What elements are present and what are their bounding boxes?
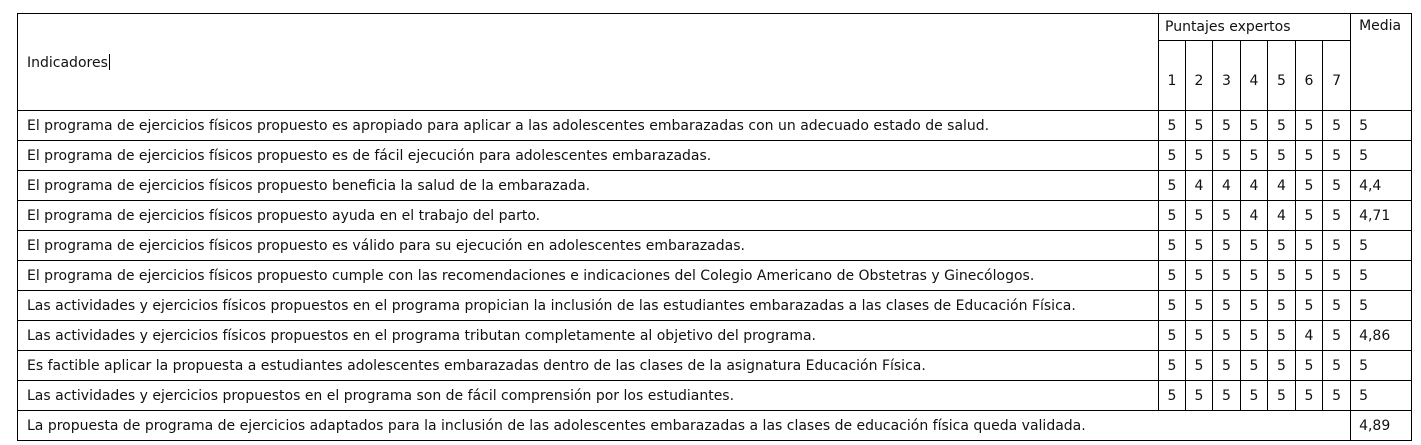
expert-score: 5 (1241, 141, 1268, 171)
expert-score: 5 (1186, 351, 1213, 381)
text-cursor (109, 54, 110, 70)
expert-score: 5 (1241, 381, 1268, 411)
indicator-text: Las actividades y ejercicios propuestos en el programa son de fácil comprensión por los estudiantes. (18, 381, 1159, 411)
expert-score: 5 (1296, 231, 1323, 261)
expert-score: 5 (1241, 111, 1268, 141)
header-row-top (18, 14, 1412, 41)
expert-score: 5 (1323, 171, 1351, 201)
expert-score: 5 (1268, 291, 1296, 321)
indicator-text: El programa de ejercicios físicos propuesto es de fácil ejecución para adolescentes embarazadas. (18, 141, 1159, 171)
expert-score: 5 (1159, 261, 1186, 291)
expert-score: 5 (1241, 261, 1268, 291)
expert-score: 5 (1296, 291, 1323, 321)
expert-score: 5 (1186, 381, 1213, 411)
expert-score: 5 (1159, 141, 1186, 171)
expert-score: 5 (1268, 141, 1296, 171)
indicators-header[interactable]: Indicadores (18, 14, 1159, 111)
expert-score: 5 (1159, 171, 1186, 201)
expert-score: 5 (1268, 321, 1296, 351)
expert-score: 5 (1296, 201, 1323, 231)
expert-score: 4 (1268, 171, 1296, 201)
expert-score: 5 (1213, 351, 1241, 381)
expert-score: 5 (1159, 111, 1186, 141)
validation-table (17, 13, 1412, 441)
indicator-text: El programa de ejercicios físicos propuesto cumple con las recomendaciones e indicaciones del Colegio Americano de Obstetras y Ginecólogos. (18, 261, 1159, 291)
expert-number: 7 (1323, 41, 1351, 111)
row-mean: 5 (1351, 141, 1412, 171)
table-row (18, 381, 1412, 411)
expert-score: 5 (1159, 231, 1186, 261)
table-row (18, 321, 1412, 351)
expert-score: 5 (1213, 231, 1241, 261)
table-row (18, 261, 1412, 291)
indicator-text: El programa de ejercicios físicos propuesto ayuda en el trabajo del parto. (18, 201, 1159, 231)
expert-score: 5 (1213, 381, 1241, 411)
expert-score: 4 (1213, 171, 1241, 201)
expert-score: 5 (1213, 291, 1241, 321)
indicator-text: Las actividades y ejercicios físicos propuestos en el programa propician la inclusión de las estudiantes embarazadas a las clases de Educación Física. (18, 291, 1159, 321)
expert-score: 5 (1268, 111, 1296, 141)
expert-score: 5 (1323, 111, 1351, 141)
expert-score: 5 (1159, 291, 1186, 321)
expert-score: 5 (1186, 261, 1213, 291)
row-mean: 5 (1351, 381, 1412, 411)
indicator-text: El programa de ejercicios físicos propuesto es válido para su ejecución en adolescentes embarazadas. (18, 231, 1159, 261)
conclusion-row (18, 411, 1412, 441)
expert-score: 4 (1268, 201, 1296, 231)
row-mean: 5 (1351, 291, 1412, 321)
expert-score: 5 (1186, 111, 1213, 141)
expert-score: 5 (1159, 321, 1186, 351)
expert-score: 5 (1213, 111, 1241, 141)
row-mean: 5 (1351, 351, 1412, 381)
expert-score: 5 (1323, 231, 1351, 261)
expert-score: 5 (1296, 141, 1323, 171)
table-row (18, 201, 1412, 231)
row-mean: 4,4 (1351, 171, 1412, 201)
expert-number: 4 (1241, 41, 1268, 111)
indicator-text: El programa de ejercicios físicos propuesto es apropiado para aplicar a las adolescentes embarazadas con un adecuado estado de salud. (18, 111, 1159, 141)
expert-score: 5 (1186, 291, 1213, 321)
table-row (18, 171, 1412, 201)
expert-score: 5 (1296, 171, 1323, 201)
expert-number: 2 (1186, 41, 1213, 111)
table-row (18, 111, 1412, 141)
expert-score: 5 (1323, 141, 1351, 171)
expert-score: 4 (1241, 201, 1268, 231)
expert-score: 5 (1296, 381, 1323, 411)
row-mean: 5 (1351, 261, 1412, 291)
indicator-text: El programa de ejercicios físicos propuesto beneficia la salud de la embarazada. (18, 171, 1159, 201)
table-row (18, 231, 1412, 261)
expert-score: 5 (1213, 141, 1241, 171)
expert-score: 5 (1268, 261, 1296, 291)
expert-score: 5 (1296, 111, 1323, 141)
overall-mean: 4,89 (1351, 411, 1412, 441)
expert-score: 5 (1323, 351, 1351, 381)
expert-number: 1 (1159, 41, 1186, 111)
expert-score: 5 (1323, 381, 1351, 411)
expert-score: 5 (1186, 231, 1213, 261)
experts-header: Puntajes expertos (1159, 14, 1351, 41)
expert-score: 5 (1241, 321, 1268, 351)
expert-score: 5 (1186, 201, 1213, 231)
expert-score: 5 (1241, 291, 1268, 321)
expert-score: 5 (1186, 141, 1213, 171)
row-mean: 4,71 (1351, 201, 1412, 231)
table-row (18, 141, 1412, 171)
expert-number: 3 (1213, 41, 1241, 111)
expert-score: 5 (1268, 351, 1296, 381)
expert-score: 5 (1296, 261, 1323, 291)
expert-score: 5 (1213, 261, 1241, 291)
row-mean: 5 (1351, 111, 1412, 141)
table-row (18, 291, 1412, 321)
expert-score: 5 (1268, 231, 1296, 261)
expert-score: 5 (1213, 201, 1241, 231)
expert-score: 4 (1241, 171, 1268, 201)
table-row (18, 351, 1412, 381)
expert-score: 5 (1241, 351, 1268, 381)
expert-number: 5 (1268, 41, 1296, 111)
expert-score: 5 (1323, 291, 1351, 321)
expert-number: 6 (1296, 41, 1323, 111)
indicator-text: Es factible aplicar la propuesta a estudiantes adolescentes embarazadas dentro de las clases de la asignatura Educación Física. (18, 351, 1159, 381)
expert-score: 5 (1213, 321, 1241, 351)
expert-score: 5 (1159, 381, 1186, 411)
row-mean: 5 (1351, 231, 1412, 261)
row-mean: 4,86 (1351, 321, 1412, 351)
expert-score: 5 (1159, 351, 1186, 381)
expert-score: 5 (1323, 321, 1351, 351)
expert-score: 4 (1186, 171, 1213, 201)
expert-score: 5 (1159, 201, 1186, 231)
indicator-text: Las actividades y ejercicios físicos propuestos en el programa tributan completamente al objetivo del programa. (18, 321, 1159, 351)
expert-score: 5 (1323, 201, 1351, 231)
mean-header: Media (1351, 14, 1412, 111)
expert-score: 4 (1296, 321, 1323, 351)
expert-score: 5 (1268, 381, 1296, 411)
expert-score: 5 (1323, 261, 1351, 291)
conclusion-text: La propuesta de programa de ejercicios adaptados para la inclusión de las adolescentes embarazadas a las clases de educación física queda validada. (18, 411, 1351, 441)
expert-score: 5 (1241, 231, 1268, 261)
expert-score: 5 (1186, 321, 1213, 351)
expert-score: 5 (1296, 351, 1323, 381)
